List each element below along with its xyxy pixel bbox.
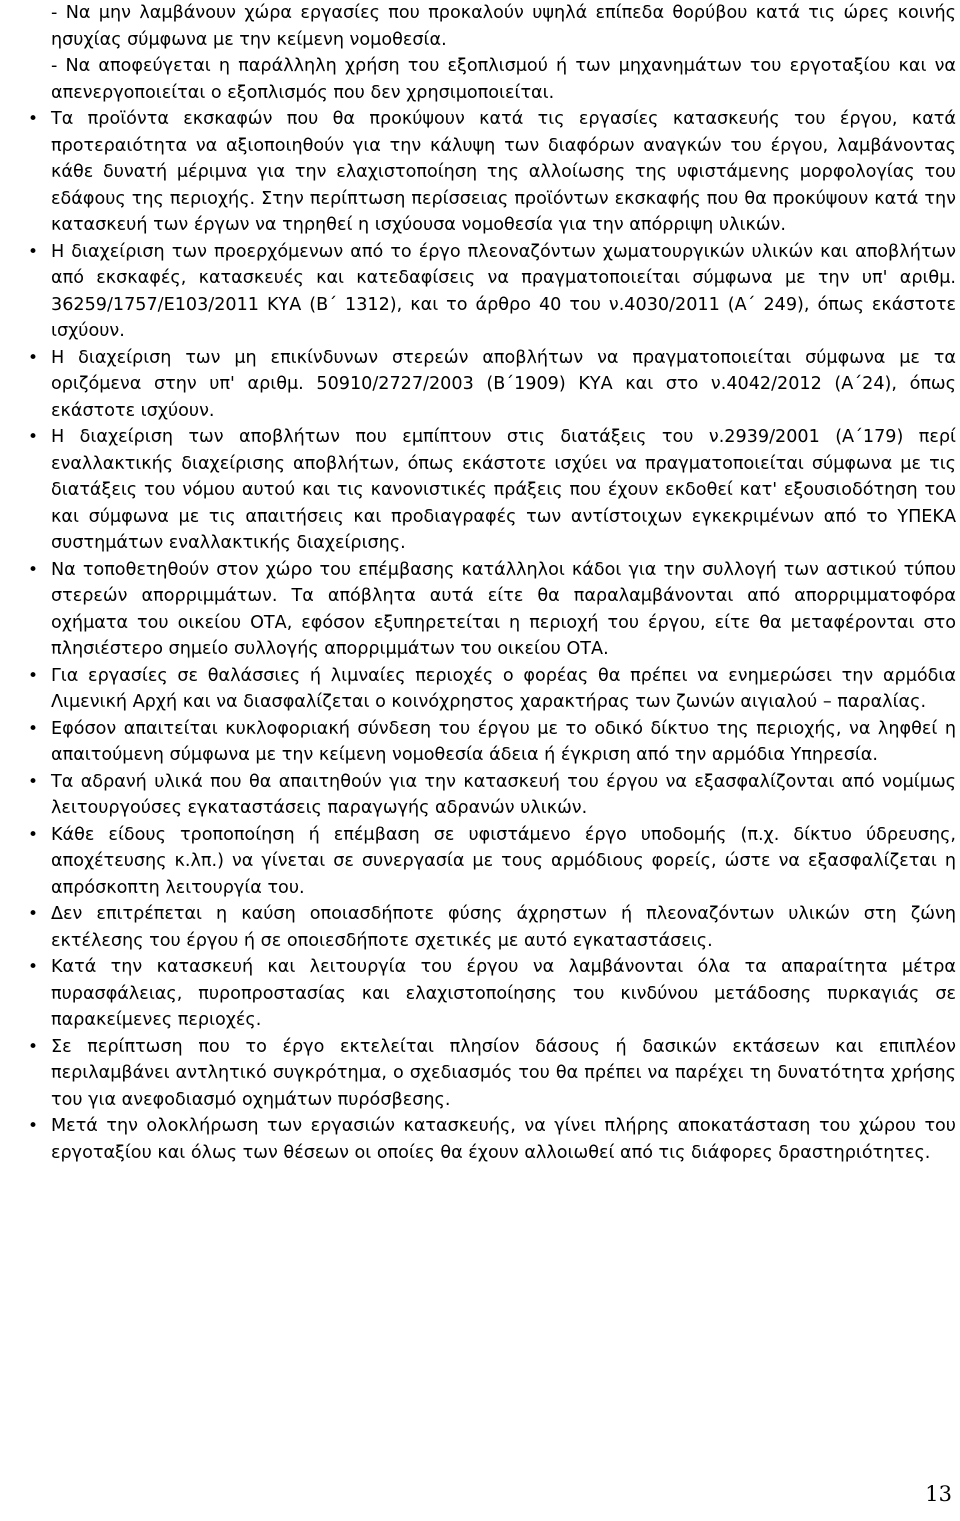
bullet-text: Σε περίπτωση που το έργο εκτελείται πλησίον δάσους ή δασικών εκτάσεων και επιπλέον περιλαμβάνει αντλητικό συγκρότημα, ο σχεδιασμός του θα πρέπει να παρέχει τη δυνατότητα χρήσης του για ανεφοδιασμό οχημάτων πυρόσβεσης. xyxy=(51,1036,956,1110)
bullet-item xyxy=(26,822,956,902)
bullet-item xyxy=(26,239,956,345)
bullet-item xyxy=(26,106,956,239)
bullet-item xyxy=(26,954,956,1034)
bullet-item xyxy=(26,424,956,557)
bullet-icon: • xyxy=(28,771,39,792)
bullet-text: Η διαχείριση των μη επικίνδυνων στερεών αποβλήτων να πραγματοποιείται σύμφωνα με τα οριζόμενα στην υπ' αριθμ. 50910/2727/2003 (Β΄1909) ΚΥΑ και στο ν.4042/2012 (Α΄24), όπως εκάστοτε ισχύουν. xyxy=(51,347,956,421)
bullet-icon: • xyxy=(28,1036,39,1057)
dash-item: - Να μην λαμβάνουν χώρα εργασίες που προκαλούν υψηλά επίπεδα θορύβου κατά τις ώρες κοινής ησυχίας σύμφωνα με την κείμενη νομοθεσία. xyxy=(51,3,956,50)
bullet-text: Εφόσον απαιτείται κυκλοφοριακή σύνδεση του έργου με το οδικό δίκτυο της περιοχής, να ληφθεί η απαιτούμενη σύμφωνα με την κείμενη νομοθεσία άδεια ή έγκριση από την αρμόδια Υπηρεσία. xyxy=(51,718,956,765)
document-body xyxy=(26,0,956,1166)
bullet-item xyxy=(26,901,956,954)
bullet-icon: • xyxy=(28,347,39,368)
bullet-text: Μετά την ολοκλήρωση των εργασιών κατασκευής, να γίνει πλήρης αποκατάσταση του χώρου του εργοταξίου και όλως των θέσεων οι οποίες θα έχουν αλλοιωθεί από τις διάφορες δραστηριότητες. xyxy=(51,1116,956,1163)
bullet-text: Η διαχείριση των αποβλήτων που εμπίπτουν στις διατάξεις του ν.2939/2001 (Α΄179) περί εναλλακτικής διαχείρισης αποβλήτων, όπως εκάστοτε ισχύει να πραγματοποιείται σύμφωνα με τις διατάξεις του νόμου αυτού και τις κανονιστικές πράξεις που έχουν εκδοθεί κατ' εξουσιοδότηση του και σύμφωνα με τις απαιτήσεις και προδιαγραφές των αντίστοιχων εγκεκριμένων από το ΥΠΕΚΑ συστημάτων εναλλακτικής διαχείρισης. xyxy=(51,427,956,553)
bullet-text: Κατά την κατασκευή και λειτουργία του έργου να λαμβάνονται όλα τα απαραίτητα μέτρα πυρασφάλειας, πυροπροστασίας και ελαχιστοποίησης του κινδύνου μετάδοσης πυρκαγιάς σε παρακείμενες περιοχές. xyxy=(51,957,956,1030)
bullet-icon: • xyxy=(28,559,39,580)
bullet-text: Για εργασίες σε θαλάσσιες ή λιμναίες περιοχές ο φορέας θα πρέπει να ενημερώσει την αρμόδια Λιμενική Αρχή και να διασφαλίζεται ο κοινόχρηστος χαρακτήρας των ζωνών αιγιαλού – παραλίας. xyxy=(51,665,956,712)
bullet-icon: • xyxy=(28,241,39,262)
bullet-icon: • xyxy=(28,904,39,924)
page-number: 13 xyxy=(925,1482,952,1506)
bullet-text: Τα αδρανή υλικά που θα απαιτηθούν για την κατασκευή του έργου να εξασφαλίζονται από νομίμως λειτουργούσες εγκαταστάσεις παραγωγής αδρανών υλικών. xyxy=(51,771,956,818)
bullet-item xyxy=(26,557,956,663)
bullet-icon: • xyxy=(28,109,39,129)
bullet-icon: • xyxy=(28,824,39,845)
bullet-item xyxy=(26,345,956,425)
bullet-text: Τα προϊόντα εκσκαφών που θα προκύψουν κατά τις εργασίες κατασκευής του έργου, κατά προτεραιότητα να αξιοποιηθούν για την κάλυψη των διαφόρων αναγκών του έργου, λαμβάνοντας κάθε δυνατή μέριμνα για την ελαχιστοποίηση της αλλοίωσης της υφιστάμενης μορφολογίας του εδάφους της περιοχής. Στην περίπτωση περίσσειας προϊόντων εκσκαφής που θα προκύψουν κατά την κατασκευή των έργων να τηρηθεί η ισχύουσα νομοθεσία για την απόρριψη υλικών. xyxy=(51,109,956,235)
bullet-text: Η διαχείριση των προερχόμενων από το έργο πλεοναζόντων χωματουργικών υλικών και αποβλήτων από εκσκαφές, κατασκευές και κατεδαφίσεις να πραγματοποιείται σύμφωνα με την υπ' αριθμ. 36259/1757/Ε103/2011 ΚΥΑ (Β΄ 1312), και το άρθρο 40 του ν.4030/2011 (Α΄ 249), όπως εκάστοτε ισχύουν. xyxy=(51,241,956,341)
bullet-icon: • xyxy=(28,957,39,977)
bullet-text: Να τοποθετηθούν στον χώρο του επέμβασης κατάλληλοι κάδοι για την συλλογή των αστικού τύπου στερεών απορριμμάτων. Τα απόβλητα αυτά είτε θα παραλαμβάνονται από απορριμματοφόρα οχήματα του οικείου ΟΤΑ, εφόσον εξυπηρετείται η περιοχή του έργου, είτε θα μεταφέρονται στο πλησιέστερο σημείο συλλογής απορριμμάτων του οικείου ΟΤΑ. xyxy=(51,559,956,659)
bullet-item xyxy=(26,1034,956,1114)
bullet-icon: • xyxy=(28,427,39,447)
bullet-text: Κάθε είδους τροποποίηση ή επέμβαση σε υφιστάμενο έργο υποδομής (π.χ. δίκτυο ύδρευσης, αποχέτευσης κ.λπ.) να γίνεται σε συνεργασία με τους αρμόδιους φορείς, ώστε να εξασφαλίζεται η απρόσκοπτη λειτουργία του. xyxy=(51,824,956,898)
bullet-item xyxy=(26,769,956,822)
dash-item: - Να αποφεύγεται η παράλληλη χρήση του εξοπλισμού ή των μηχανημάτων του εργοταξίου και να απενεργοποιείται ο εξοπλισμός που δεν χρησιμοποιείται. xyxy=(51,56,956,103)
bullet-item xyxy=(26,716,956,769)
bullet-text: Δεν επιτρέπεται η καύση οποιασδήποτε φύσης άχρηστων ή πλεοναζόντων υλικών στη ζώνη εκτέλεσης του έργου ή σε οποιεσδήποτε σχετικές με αυτό εγκαταστάσεις. xyxy=(51,904,956,951)
bullet-icon: • xyxy=(28,665,39,686)
bullet-item xyxy=(26,1113,956,1166)
bullet-icon: • xyxy=(28,1116,39,1136)
bullet-icon: • xyxy=(28,718,39,739)
bullet-item xyxy=(26,663,956,716)
